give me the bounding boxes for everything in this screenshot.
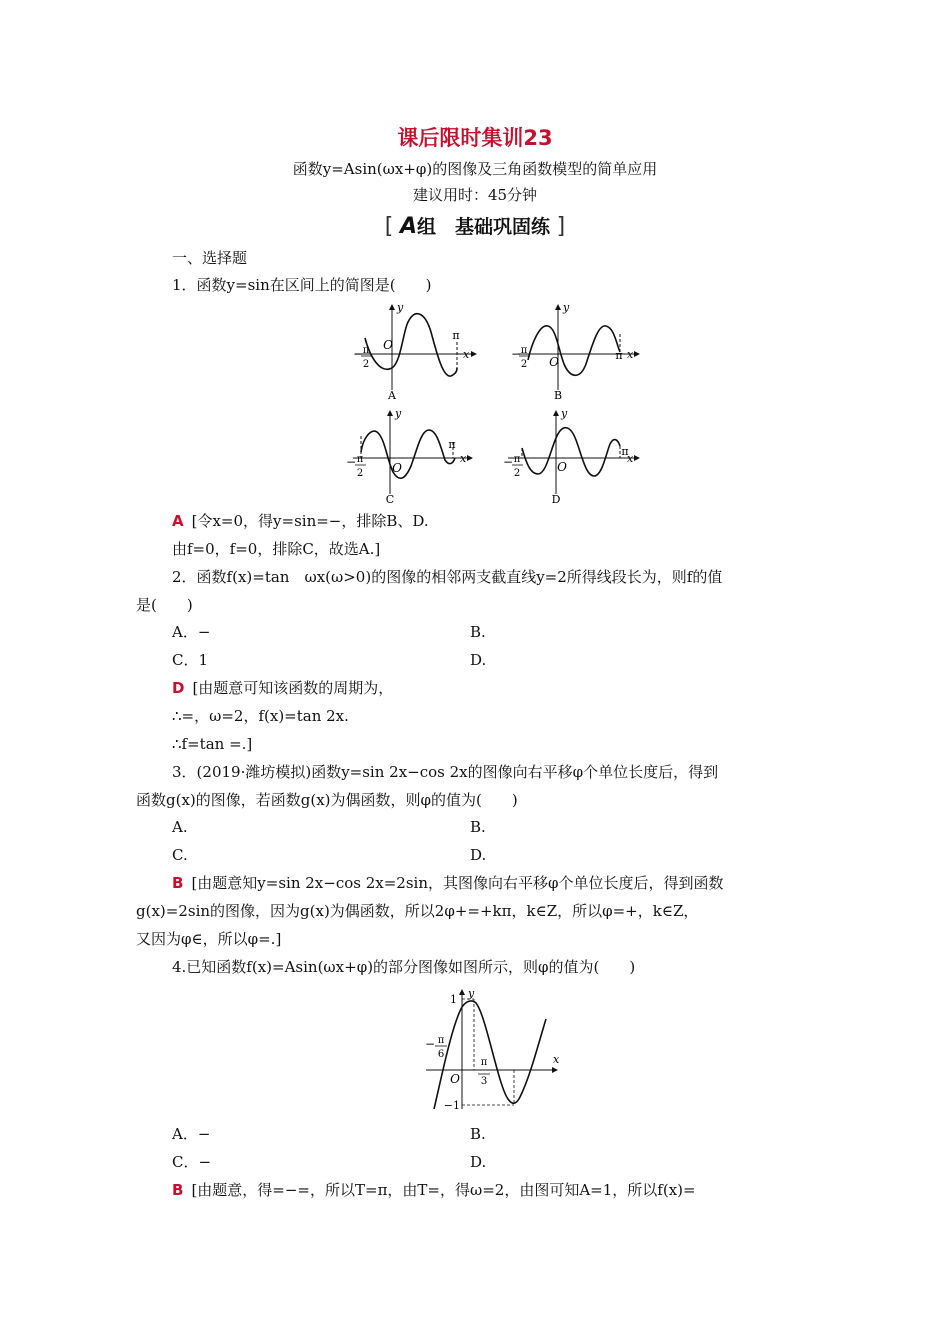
page-subtitle: 函数y=Asin(ωx+φ)的图像及三角函数模型的简单应用 — [292, 160, 658, 178]
neg-sign: − — [352, 347, 364, 361]
y-label: y — [561, 407, 568, 420]
q2-solution-line2: ∴=，ω=2，f(x)=tan 2x. — [172, 707, 349, 725]
frac-den: 2 — [520, 359, 528, 370]
group-letter: A — [399, 214, 417, 239]
x-axis-arrow — [467, 455, 473, 461]
q1-solution-text1: [令x=0，得y=sin=−，排除B、D. — [191, 512, 429, 530]
x-label: x — [463, 348, 470, 361]
q3-option-b: B. — [470, 818, 486, 836]
y-axis-arrow — [459, 989, 465, 995]
q3-option-a: A. — [172, 818, 188, 836]
y-label: y — [563, 301, 570, 314]
neg-sign: − — [424, 1037, 436, 1051]
frac-num: π — [520, 345, 528, 356]
pi-label: π — [615, 349, 623, 362]
x-label: x — [627, 452, 634, 465]
graph-caption: A — [388, 389, 396, 402]
q1-graph-a — [345, 302, 485, 402]
q2-stem-line2: 是( ) — [136, 596, 193, 614]
frac-pi6-den: 6 — [437, 1049, 445, 1060]
y-axis-arrow — [555, 304, 561, 310]
x-axis-arrow — [552, 1067, 558, 1073]
neg-sign: − — [510, 347, 522, 361]
y-label: y — [395, 407, 402, 420]
frac-pi6-num: π — [437, 1035, 445, 1046]
q2-option-c: C．1 — [172, 651, 209, 669]
q3-option-c: C. — [172, 846, 188, 864]
frac-pi3-num: π — [480, 1057, 488, 1068]
q4-option-c: C．− — [172, 1153, 212, 1171]
q4-solution-text1: [由题意，得=−=，所以T=π，由T=，得ω=2，由图可知A=1，所以f(x)= — [191, 1181, 696, 1199]
q2-answer: D — [172, 679, 185, 697]
y-one-label: 1 — [450, 993, 457, 1006]
y-axis-arrow — [553, 410, 559, 416]
frac-num: π — [356, 454, 364, 465]
pi-label: π — [621, 445, 629, 458]
frac-den: 2 — [513, 468, 521, 479]
q4-option-d: D. — [470, 1153, 487, 1171]
x-axis-arrow — [634, 351, 640, 357]
q1-graph-d — [500, 408, 650, 508]
q2-solution-text1: [由题意可知该函数的周期为， — [192, 679, 394, 697]
curve — [362, 314, 460, 376]
curve — [522, 428, 620, 476]
section-heading: 一、选择题 — [172, 249, 248, 267]
origin-label: O — [450, 1072, 460, 1086]
q4-stem: 4.已知函数f(x)=Asin(ωx+φ)的部分图像如图所示，则φ的值为( ) — [172, 958, 636, 976]
q3-solution-text1: [由题意知y=sin 2x−cos 2x=2sin，其图像向右平移φ个单位长度后，得到函数 — [191, 874, 724, 892]
q2-solution-line3: ∴f=tan =.] — [172, 735, 253, 753]
q3-solution-line1 — [172, 872, 724, 894]
graph-caption: D — [551, 493, 561, 506]
graph-caption: C — [385, 493, 395, 506]
q2-solution-line1 — [172, 677, 393, 699]
q3-solution-line3: 又因为φ∈，所以φ=.] — [136, 930, 282, 948]
origin-label: O — [549, 355, 559, 369]
q4-option-a: A．− — [172, 1125, 211, 1143]
q2-option-b: B. — [470, 623, 486, 641]
q4-option-b: B. — [470, 1125, 486, 1143]
q1-answer: A — [172, 512, 184, 530]
q1-graph-c — [345, 408, 485, 508]
neg-sign: − — [502, 455, 514, 469]
frac-pi3-den: 3 — [480, 1076, 488, 1087]
group-bracket-right: ] — [556, 214, 566, 239]
pi-label: π — [448, 438, 456, 451]
q3-solution-line2: g(x)=2sin的图像，因为g(x)为偶函数，所以2φ+=+kπ，k∈Z，所以φ=+，k∈Z， — [136, 902, 699, 920]
q1-graph-b — [510, 302, 650, 402]
pi-label: π — [452, 329, 460, 342]
q2-stem-line1: 2．函数f(x)=tan ωx(ω>0)的图像的相邻两支截直线y=2所得线段长为，则f的值 — [172, 568, 723, 586]
suggested-time: 建议用时：45分钟 — [412, 186, 538, 204]
curve — [361, 430, 455, 478]
y-axis-arrow — [389, 304, 395, 310]
q3-answer: B — [172, 874, 184, 892]
group-header — [0, 212, 950, 239]
frac-den: 2 — [356, 468, 364, 479]
neg-sign: − — [345, 455, 357, 469]
x-axis-arrow — [634, 455, 640, 461]
y-label: y — [468, 987, 475, 1000]
frac-den: 2 — [362, 359, 370, 370]
x-label: x — [460, 452, 467, 465]
x-axis-arrow — [471, 351, 477, 357]
q1-solution-line2: 由f=0，f=0，排除C，故选A.] — [172, 540, 381, 558]
x-label: x — [553, 1053, 560, 1066]
q1-solution-line1 — [172, 510, 429, 532]
q4-graph — [420, 985, 570, 1115]
frac-num: π — [513, 454, 521, 465]
q3-option-d: D. — [470, 846, 487, 864]
q3-stem-line2: 函数g(x)的图像，若函数g(x)为偶函数，则φ的值为( ) — [136, 791, 518, 809]
frac-num: π — [362, 345, 370, 356]
curve — [434, 1001, 546, 1109]
q2-option-d: D. — [470, 651, 487, 669]
q1-stem: 1．函数y=sin在区间上的简图是( ) — [172, 276, 432, 294]
group-bracket-left: [ — [384, 214, 394, 239]
group-name: 组 基础巩固练 — [417, 216, 551, 238]
q2-option-a: A．− — [172, 623, 211, 641]
origin-label: O — [557, 460, 567, 474]
page-title: 课后限时集训23 — [397, 126, 553, 150]
q4-answer: B — [172, 1181, 184, 1199]
origin-label: O — [383, 338, 393, 352]
y-neg-one-label: −1 — [443, 1099, 460, 1112]
x-label: x — [627, 348, 634, 361]
origin-label: O — [392, 461, 402, 475]
graph-caption: B — [553, 389, 563, 402]
y-label: y — [397, 301, 404, 314]
q3-stem-line1: 3．(2019·潍坊模拟)函数y=sin 2x−cos 2x的图像向右平移φ个单位长度后，得到 — [172, 763, 719, 781]
q4-solution-line1 — [172, 1179, 696, 1201]
curve — [528, 326, 623, 375]
y-axis-arrow — [387, 410, 393, 416]
